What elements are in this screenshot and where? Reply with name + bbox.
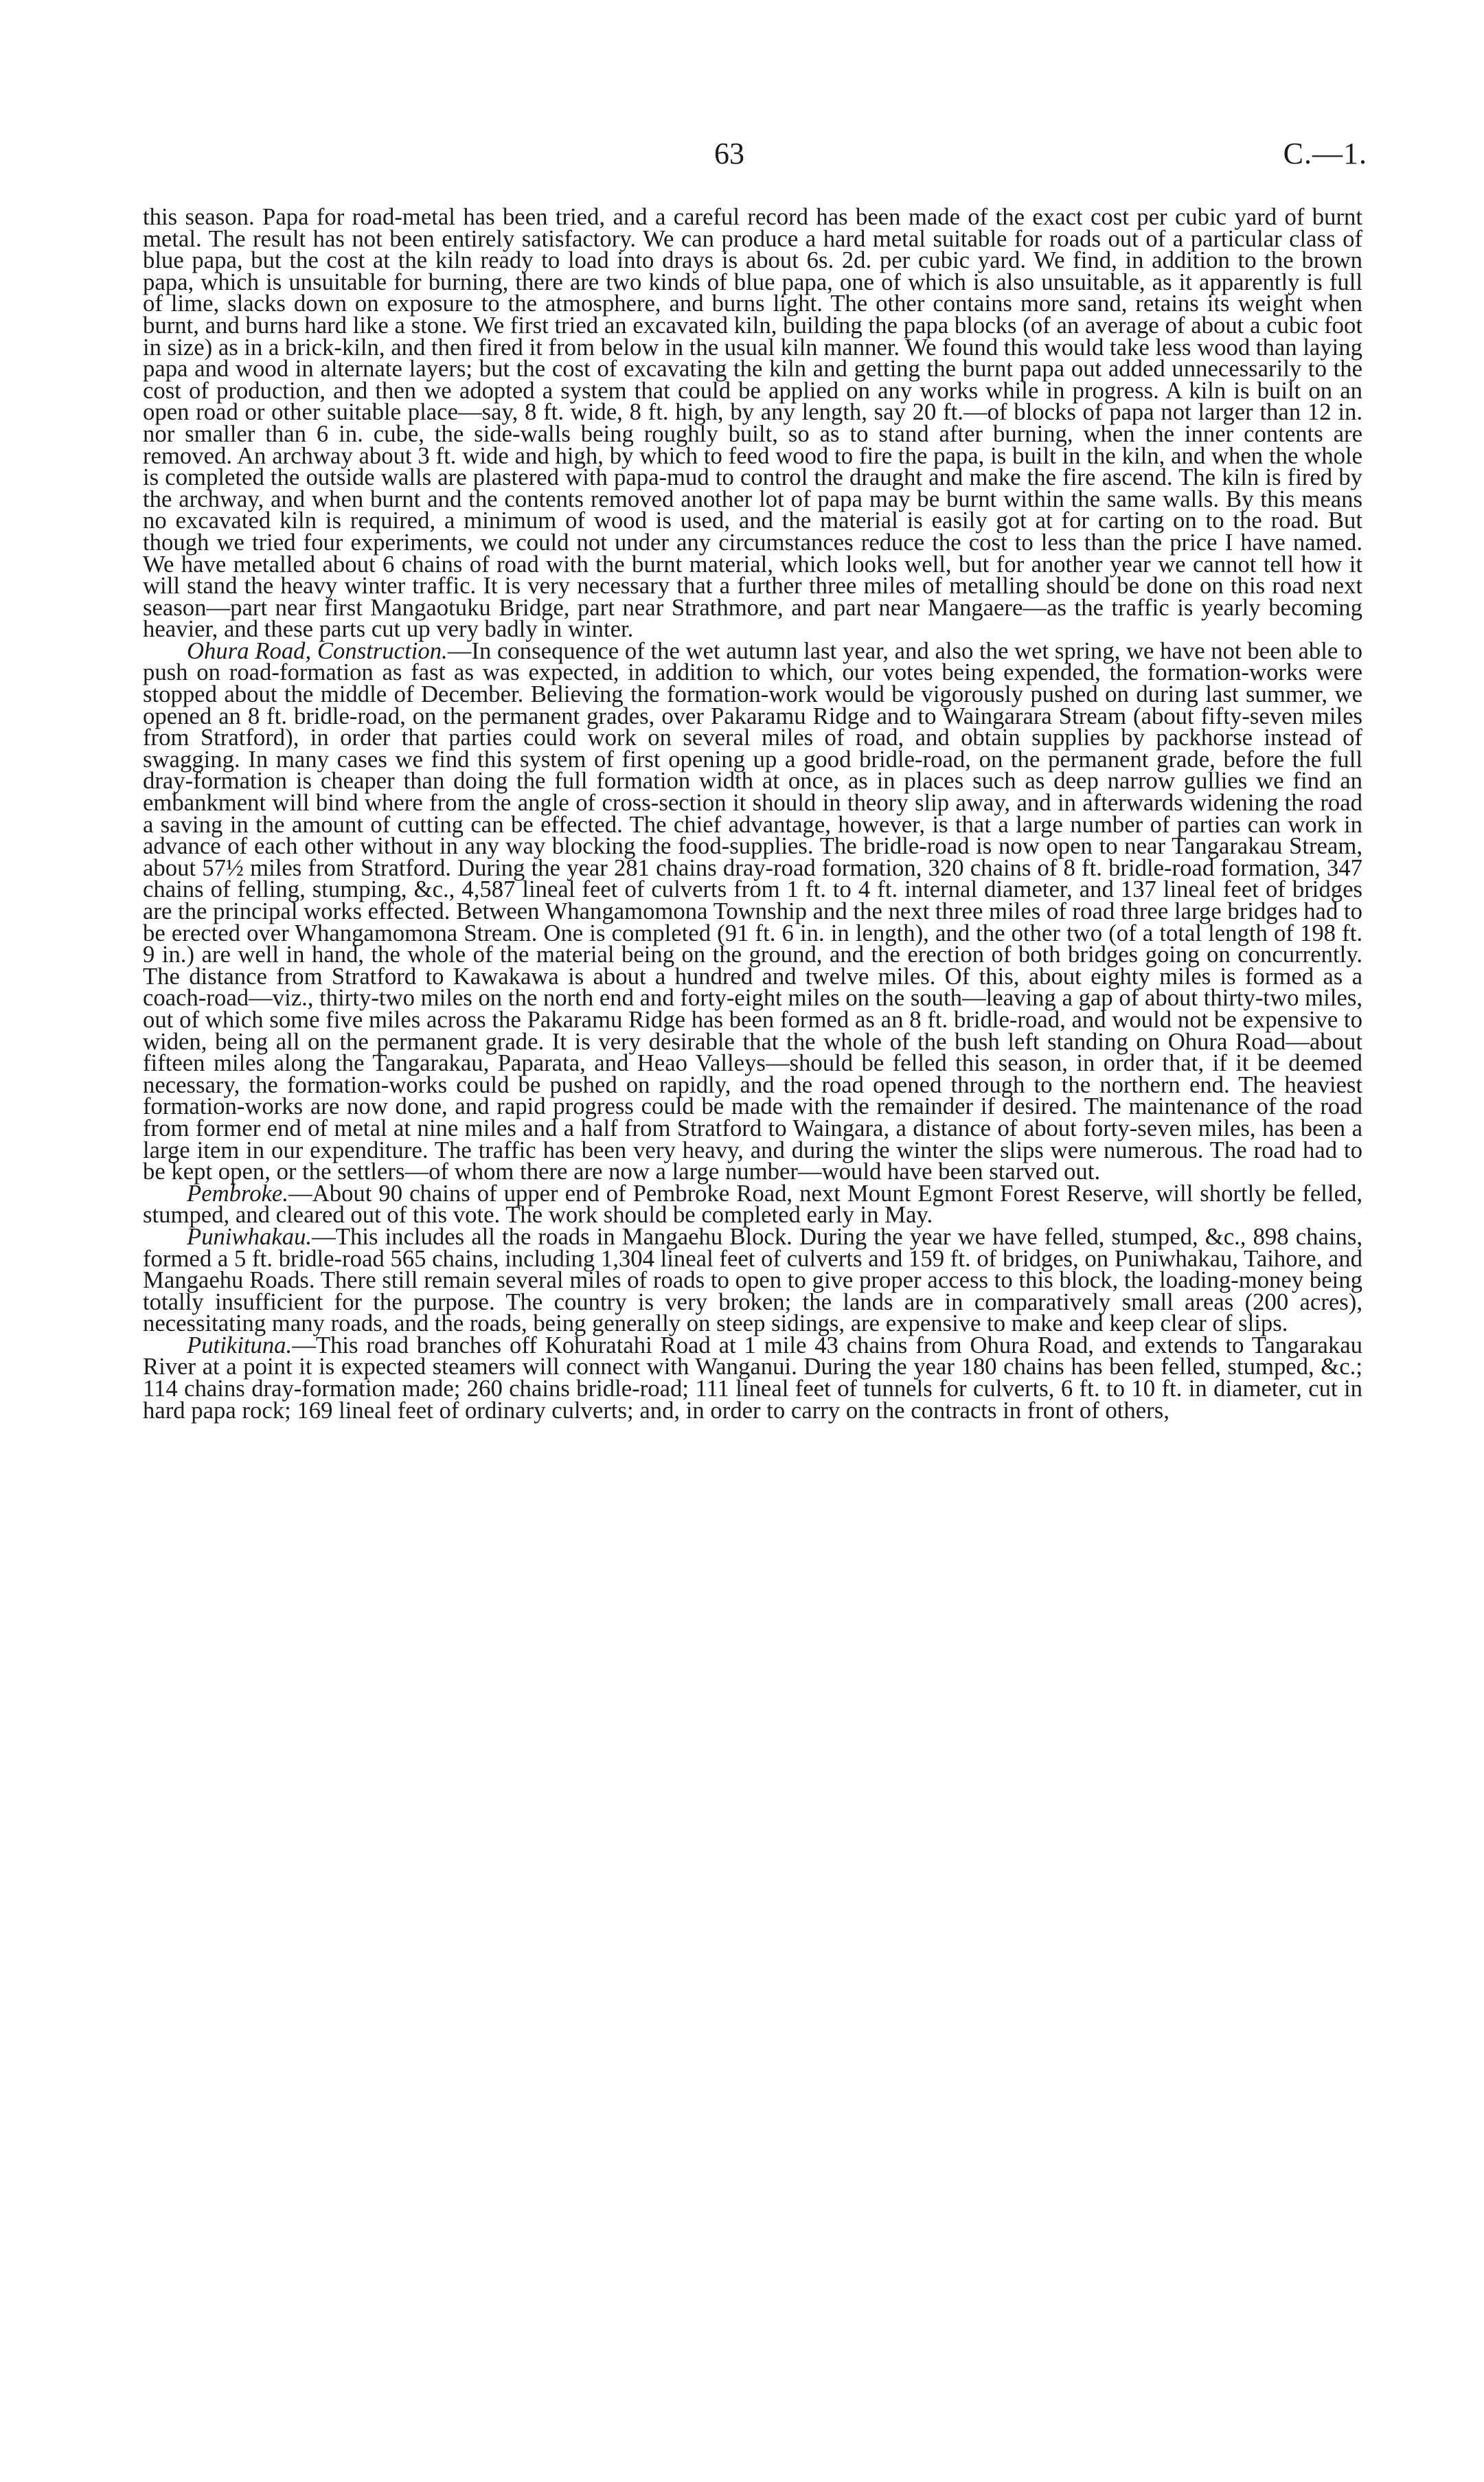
- paragraph-text: —About 90 chains of upper end of Pembroke Road, next Mount Egmont Forest Reserve, will shortly be felled, stumped, and cleared out of this vote. The work should be completed early in May.: [143, 1179, 1362, 1229]
- section-heading-putikituna: Putikituna.: [187, 1331, 293, 1358]
- paragraph-text: this season. Papa for road-metal has been tried, and a careful record has been made of the exact cost per cubic yard of burnt metal. The result has not been entirely satisfactory. We can produce a hard metal suitable for roads out of a particular class of blue papa, but the cost at the kiln ready to load into drays is about 6s. 2d. per cubic yard. We find, in addition to the brown papa, which is unsuitable for burning, there are two kinds of blue papa, one of which is also unsuitable, as it apparently is full of lime, slacks down on exposure to the atmosphere, and burns light. The other contains more sand, retains its weight when burnt, and burns hard like a stone. We first tried an excavated kiln, building the papa blocks (of an average of about a cubic foot in size) as in a brick-kiln, and then fired it from below in the usual kiln manner. We found this would take less wood than laying papa and wood in alternate layers; but the cost of excavating the kiln and getting the burnt papa out added unnecessarily to the cost of production, and then we adopted a system that could be applied on any works while in progress. A kiln is built on an open road or other suitable place—say, 8 ft. wide, 8 ft. high, by any length, say 20 ft.—of blocks of papa not larger than 12 in. nor smaller than 6 in. cube, the side-walls being roughly built, so as to stand after burning, when the inner contents are removed. An archway about 3 ft. wide and high, by which to feed wood to fire the papa, is built in the kiln, and when the whole is completed the outside walls are plastered with papa-mud to control the draught and make the fire ascend. The kiln is fired by the archway, and when burnt and the contents removed another lot of papa may be burnt within the same walls. By this means no excavated kiln is required, a minimum of wood is used, and the material is easily got at for carting on to the road. But though we tried four experiments, we could not under any circumstances reduce the cost to less than the price I have named. We have metalled about 6 chains of road with the burnt material, which looks well, but for another year we cannot tell how it will stand the heavy winter traffic. It is very necessary that a further three miles of metalling should be done on this road next season—part near first Mangaotuku Bridge, part near Strathmore, and part near Mangaere—as the traffic is yearly becoming heavier, and these parts cut up very badly in winter.: [143, 203, 1362, 643]
- paragraph-ohura-road: [143, 637, 1362, 1185]
- paragraph-putikituna: [143, 1331, 1362, 1424]
- paragraph-pembroke: [143, 1179, 1362, 1229]
- body-text: [143, 203, 1362, 1424]
- document-reference: C.—1.: [1283, 137, 1367, 170]
- paragraph-text: —This road branches off Kohuratahi Road at 1 mile 43 chains from Ohura Road, and extends to Tangarakau River at a point it is expected steamers will connect with Wanganui. During the year 180 chains has been felled, stumped, &c.; 114 chains dray-formation made; 260 chains bridle-road; 111 lineal feet of tunnels for culverts, 6 ft. to 10 ft. in diameter, cut in hard papa rock; 169 lineal feet of ordinary culverts; and, in order to carry on the contracts in front of others,: [143, 1331, 1362, 1424]
- paragraph-puniwhakau: [143, 1222, 1362, 1337]
- paragraph-text: —In consequence of the wet autumn last year, and also the wet spring, we have not been able to push on road-formation as fast as was expected, in addition to which, our votes being expended, the formation-works were stopped about the middle of December. Believing the formation-work would be vigorously pushed on during last summer, we opened an 8 ft. bridle-road, on the permanent grades, over Pakaramu Ridge and to Waingarara Stream (about fifty-seven miles from Stratford), in order that parties could work on several miles of road, and obtain supplies by packhorse instead of swagging. In many cases we find this system of first opening up a good bridle-road, on the permanent grade, before the full dray-formation is cheaper than doing the full formation width at once, as in places such as deep narrow gullies we find an embankment will bind where from the angle of cross-section it should in theory slip away, and in afterwards widening the road a saving in the amount of cutting can be effected. The chief advantage, however, is that a large number of parties can work in advance of each other without in any way blocking the food-supplies. The bridle-road is now open to near Tangarakau Stream, about 57½ miles from Stratford. During the year 281 chains dray-road formation, 320 chains of 8 ft. bridle-road formation, 347 chains of felling, stumping, &c., 4,587 lineal feet of culverts from 1 ft. to 4 ft. internal diameter, and 137 lineal feet of bridges are the principal works effected. Between Whangamomona Township and the next three miles of road three large bridges had to be erected over Whangamomona Stream. One is completed (91 ft. 6 in. in length), and the other two (of a total length of 198 ft. 9 in.) are well in hand, the whole of the material being on the ground, and the erection of both bridges going on concurrently. The distance from Stratford to Kawakawa is about a hundred and twelve miles. Of this, about eighty miles is formed as a coach-road—viz., thirty-two miles on the north end and forty-eight miles on the south—leaving a gap of about thirty-two miles, out of which some five miles across the Pakaramu Ridge has been formed as an 8 ft. bridle-road, and would not be expensive to widen, being all on the permanent grade. It is very desirable that the whole of the bush left standing on Ohura Road—about fifteen miles along the Tangarakau, Paparata, and Heao Valleys—should be felled this season, in order that, if it be deemed necessary, the formation-works could be pushed on rapidly, and the road opened through to the northern end. The heaviest formation-works are now done, and rapid progress could be made with the remainder if desired. The maintenance of the road from former end of metal at nine miles and a half from Stratford to Waingara, a distance of about forty-seven miles, has been a large item in our expenditure. The traffic has been very heavy, and during the winter the slips were numerous. The road had to be kept open, or the settlers—of whom there are now a large number—would have been starved out.: [143, 637, 1362, 1185]
- section-heading-puniwhakau: Puniwhakau.: [187, 1222, 312, 1250]
- paragraph-text: —This includes all the roads in Mangaehu Block. During the year we have felled, stumped, &c., 898 chains, formed a 5 ft. bridle-road 565 chains, including 1,304 lineal feet of culverts and 159 ft. of bridges, on Puniwhakau, Taihore, and Mangaehu Roads. There still remain several miles of roads to open to give proper access to this block, the loading-money being totally insufficient for the purpose. The country is very broken; the lands are in comparatively small areas (200 acres), necessitating many roads, and the roads, being generally on steep sidings, are expensive to make and keep clear of slips.: [143, 1222, 1362, 1337]
- section-heading-ohura-road: Ohura Road, Construction.: [187, 637, 448, 664]
- page-number: 63: [714, 137, 744, 170]
- paragraph-papa-metal: [143, 203, 1362, 643]
- section-heading-pembroke: Pembroke.: [187, 1179, 288, 1207]
- page-header: [0, 136, 1484, 177]
